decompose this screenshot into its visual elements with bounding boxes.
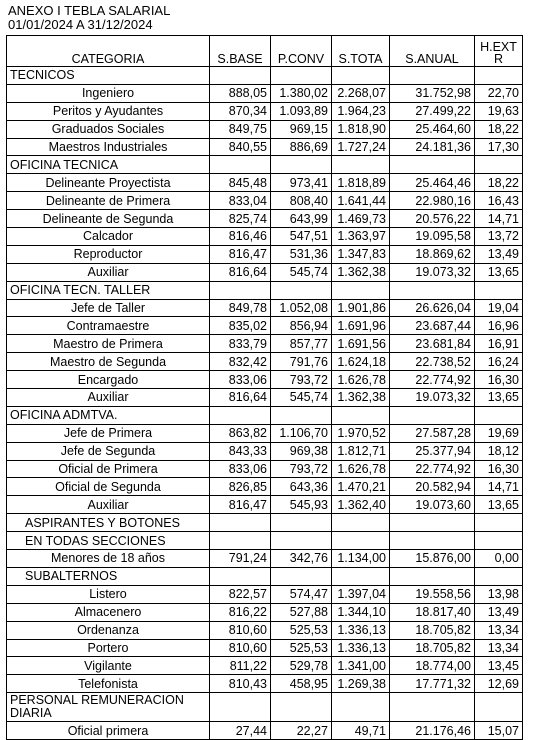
hextr-cell: 16,30 [475, 460, 523, 478]
category-cell: Portero [7, 639, 210, 657]
empty-cell [332, 281, 390, 299]
table-row [7, 603, 523, 621]
sanual-cell: 25.377,94 [390, 442, 475, 460]
empty-cell [390, 156, 475, 174]
empty-cell [332, 693, 390, 722]
section-row [7, 567, 523, 585]
col-header-pconv: P.CONV [271, 36, 332, 67]
sbase-cell: 833,79 [210, 335, 271, 353]
category-cell: Menores de 18 años [7, 550, 210, 568]
category-cell: Almacenero [7, 603, 210, 621]
sbase-cell: 840,55 [210, 138, 271, 156]
document-title: ANEXO I TEBLA SALARIAL [8, 3, 171, 18]
sanual-cell: 18.869,62 [390, 245, 475, 263]
stota-cell: 1.336,13 [332, 639, 390, 657]
document-header [8, 4, 170, 32]
pconv-cell: 545,74 [271, 389, 332, 407]
pconv-cell: 969,15 [271, 120, 332, 138]
sbase-cell: 832,42 [210, 353, 271, 371]
stota-cell: 1.469,73 [332, 210, 390, 228]
sbase-cell: 833,06 [210, 460, 271, 478]
hextr-cell: 13,45 [475, 657, 523, 675]
hextr-cell: 14,71 [475, 210, 523, 228]
stota-cell: 1.970,52 [332, 424, 390, 442]
empty-cell [475, 693, 523, 722]
empty-cell [271, 693, 332, 722]
hextr-cell: 13,49 [475, 603, 523, 621]
category-cell: Auxiliar [7, 263, 210, 281]
category-cell: Maestros Industriales [7, 138, 210, 156]
empty-cell [271, 514, 332, 532]
category-cell: Oficial primera [7, 722, 210, 740]
stota-cell: 1.964,23 [332, 102, 390, 120]
category-cell: Jefe de Taller [7, 299, 210, 317]
empty-cell [390, 406, 475, 424]
sanual-cell: 22.738,52 [390, 353, 475, 371]
sanual-cell: 18.774,00 [390, 657, 475, 675]
sbase-cell: 833,06 [210, 371, 271, 389]
empty-cell [390, 567, 475, 585]
empty-cell [332, 532, 390, 550]
section-label: OFICINA TECNICA [7, 156, 210, 174]
sanual-cell: 25.464,60 [390, 120, 475, 138]
hextr-cell: 13,65 [475, 496, 523, 514]
hextr-cell: 13,98 [475, 585, 523, 603]
table-row [7, 722, 523, 740]
category-cell: Ingeniero [7, 84, 210, 102]
sbase-cell: 849,78 [210, 299, 271, 317]
stota-cell: 1.362,38 [332, 263, 390, 281]
hextr-cell: 13,65 [475, 263, 523, 281]
sanual-cell: 19.558,56 [390, 585, 475, 603]
stota-cell: 1.818,90 [332, 120, 390, 138]
category-cell: Telefonista [7, 675, 210, 693]
category-cell: Calcador [7, 228, 210, 246]
sanual-cell: 18.705,82 [390, 639, 475, 657]
hextr-cell: 18,22 [475, 120, 523, 138]
hextr-cell: 18,22 [475, 174, 523, 192]
section-label: PERSONAL REMUNERACION DIARIA [7, 693, 210, 722]
empty-cell [332, 567, 390, 585]
stota-cell: 1.691,96 [332, 317, 390, 335]
empty-cell [210, 693, 271, 722]
table-row [7, 192, 523, 210]
sanual-cell: 23.687,44 [390, 317, 475, 335]
sanual-cell: 19.073,32 [390, 389, 475, 407]
empty-cell [271, 567, 332, 585]
hextr-cell: 16,43 [475, 192, 523, 210]
sbase-cell: 835,02 [210, 317, 271, 335]
section-row [7, 693, 523, 722]
empty-cell [271, 67, 332, 85]
sanual-cell: 22.774,92 [390, 371, 475, 389]
hextr-cell: 17,30 [475, 138, 523, 156]
pconv-cell: 969,38 [271, 442, 332, 460]
empty-cell [390, 514, 475, 532]
pconv-cell: 525,53 [271, 639, 332, 657]
col-header-sbase: S.BASE [210, 36, 271, 67]
stota-cell: 49,71 [332, 722, 390, 740]
pconv-cell: 547,51 [271, 228, 332, 246]
sanual-cell: 23.681,84 [390, 335, 475, 353]
pconv-cell: 574,47 [271, 585, 332, 603]
empty-cell [390, 67, 475, 85]
stota-cell: 1.812,71 [332, 442, 390, 460]
empty-cell [390, 532, 475, 550]
table-row [7, 424, 523, 442]
sbase-cell: 843,33 [210, 442, 271, 460]
pconv-cell: 857,77 [271, 335, 332, 353]
empty-cell [475, 406, 523, 424]
sanual-cell: 27.499,22 [390, 102, 475, 120]
sbase-cell: 825,74 [210, 210, 271, 228]
hextr-cell: 16,96 [475, 317, 523, 335]
pconv-cell: 529,78 [271, 657, 332, 675]
empty-cell [210, 567, 271, 585]
table-row [7, 353, 523, 371]
table-row [7, 102, 523, 120]
table-row [7, 299, 523, 317]
sanual-cell: 19.073,32 [390, 263, 475, 281]
col-header-hextr: H.EXT R [475, 36, 523, 67]
table-row [7, 317, 523, 335]
stota-cell: 1.269,38 [332, 675, 390, 693]
hextr-cell: 19,04 [475, 299, 523, 317]
section-row [7, 514, 523, 532]
pconv-cell: 531,36 [271, 245, 332, 263]
category-cell: Maestro de Primera [7, 335, 210, 353]
sanual-cell: 27.587,28 [390, 424, 475, 442]
pconv-cell: 1.052,08 [271, 299, 332, 317]
sanual-cell: 21.176,46 [390, 722, 475, 740]
stota-cell: 1.347,83 [332, 245, 390, 263]
table-row [7, 228, 523, 246]
pconv-cell: 1.093,89 [271, 102, 332, 120]
sbase-cell: 810,60 [210, 621, 271, 639]
category-cell: Listero [7, 585, 210, 603]
table-row [7, 460, 523, 478]
category-cell: Maestro de Segunda [7, 353, 210, 371]
section-row [7, 156, 523, 174]
empty-cell [210, 514, 271, 532]
sbase-cell: 810,60 [210, 639, 271, 657]
section-label: OFICINA ADMTVA. [7, 406, 210, 424]
sbase-cell: 811,22 [210, 657, 271, 675]
sanual-cell: 15.876,00 [390, 550, 475, 568]
pconv-cell: 545,74 [271, 263, 332, 281]
table-row [7, 84, 523, 102]
section-label: TECNICOS [7, 67, 210, 85]
pconv-cell: 342,76 [271, 550, 332, 568]
stota-cell: 1.470,21 [332, 478, 390, 496]
pconv-cell: 808,40 [271, 192, 332, 210]
hextr-cell: 16,91 [475, 335, 523, 353]
hextr-cell: 13,34 [475, 621, 523, 639]
section-row [7, 281, 523, 299]
empty-cell [210, 532, 271, 550]
sbase-cell: 816,22 [210, 603, 271, 621]
pconv-cell: 793,72 [271, 460, 332, 478]
section-label: ASPIRANTES Y BOTONES [7, 514, 210, 532]
category-cell: Graduados Sociales [7, 120, 210, 138]
section-label: SUBALTERNOS [7, 567, 210, 585]
pconv-cell: 525,53 [271, 621, 332, 639]
empty-cell [271, 532, 332, 550]
category-cell: Jefe de Segunda [7, 442, 210, 460]
category-cell: Oficial de Segunda [7, 478, 210, 496]
sbase-cell: 816,64 [210, 389, 271, 407]
category-cell: Delineante de Primera [7, 192, 210, 210]
empty-cell [390, 693, 475, 722]
stota-cell: 1.626,78 [332, 371, 390, 389]
hextr-cell: 15,07 [475, 722, 523, 740]
table-row [7, 263, 523, 281]
table-row [7, 675, 523, 693]
pconv-cell: 527,88 [271, 603, 332, 621]
sbase-cell: 816,47 [210, 245, 271, 263]
stota-cell: 1.362,40 [332, 496, 390, 514]
sbase-cell: 888,05 [210, 84, 271, 102]
table-row [7, 138, 523, 156]
empty-cell [332, 156, 390, 174]
table-row [7, 550, 523, 568]
empty-cell [475, 156, 523, 174]
pconv-cell: 791,76 [271, 353, 332, 371]
pconv-cell: 643,99 [271, 210, 332, 228]
empty-cell [332, 67, 390, 85]
stota-cell: 1.134,00 [332, 550, 390, 568]
sbase-cell: 27,44 [210, 722, 271, 740]
hextr-cell: 22,70 [475, 84, 523, 102]
sanual-cell: 25.464,46 [390, 174, 475, 192]
hextr-cell: 12,69 [475, 675, 523, 693]
pconv-cell: 973,41 [271, 174, 332, 192]
pconv-cell: 886,69 [271, 138, 332, 156]
table-row [7, 585, 523, 603]
sanual-cell: 24.181,36 [390, 138, 475, 156]
pconv-cell: 1.106,70 [271, 424, 332, 442]
table-row [7, 478, 523, 496]
sanual-cell: 31.752,98 [390, 84, 475, 102]
col-header-stota: S.TOTA [332, 36, 390, 67]
category-cell: Oficial de Primera [7, 460, 210, 478]
pconv-cell: 1.380,02 [271, 84, 332, 102]
empty-cell [475, 532, 523, 550]
sbase-cell: 791,24 [210, 550, 271, 568]
empty-cell [210, 67, 271, 85]
hextr-cell: 16,24 [475, 353, 523, 371]
sbase-cell: 833,04 [210, 192, 271, 210]
table-row [7, 335, 523, 353]
pconv-cell: 643,36 [271, 478, 332, 496]
empty-cell [475, 281, 523, 299]
hextr-cell: 19,63 [475, 102, 523, 120]
category-cell: Delineante de Segunda [7, 210, 210, 228]
table-row [7, 210, 523, 228]
table-row [7, 245, 523, 263]
pconv-cell: 458,95 [271, 675, 332, 693]
stota-cell: 1.818,89 [332, 174, 390, 192]
document-period: 01/01/2024 A 31/12/2024 [8, 17, 153, 32]
sanual-cell: 22.774,92 [390, 460, 475, 478]
sanual-cell: 20.582,94 [390, 478, 475, 496]
stota-cell: 1.641,44 [332, 192, 390, 210]
empty-cell [271, 156, 332, 174]
category-cell: Vigilante [7, 657, 210, 675]
section-label: OFICINA TECN. TALLER [7, 281, 210, 299]
sbase-cell: 863,82 [210, 424, 271, 442]
sbase-cell: 845,48 [210, 174, 271, 192]
empty-cell [210, 156, 271, 174]
stota-cell: 1.363,97 [332, 228, 390, 246]
empty-cell [475, 567, 523, 585]
col-header-categoria: CATEGORIA [7, 36, 210, 67]
sbase-cell: 849,75 [210, 120, 271, 138]
category-cell: Auxiliar [7, 496, 210, 514]
empty-cell [332, 514, 390, 532]
hextr-cell: 13,49 [475, 245, 523, 263]
hextr-cell: 14,71 [475, 478, 523, 496]
empty-cell [390, 281, 475, 299]
stota-cell: 2.268,07 [332, 84, 390, 102]
category-cell: Ordenanza [7, 621, 210, 639]
sanual-cell: 18.817,40 [390, 603, 475, 621]
sanual-cell: 19.095,58 [390, 228, 475, 246]
table-row [7, 174, 523, 192]
table-row [7, 639, 523, 657]
category-cell: Peritos y Ayudantes [7, 102, 210, 120]
sbase-cell: 810,43 [210, 675, 271, 693]
hextr-cell: 18,12 [475, 442, 523, 460]
table-row [7, 389, 523, 407]
hextr-cell: 13,72 [475, 228, 523, 246]
stota-cell: 1.344,10 [332, 603, 390, 621]
sanual-cell: 19.073,60 [390, 496, 475, 514]
stota-cell: 1.901,86 [332, 299, 390, 317]
sbase-cell: 816,64 [210, 263, 271, 281]
hextr-cell: 13,34 [475, 639, 523, 657]
hextr-cell: 19,69 [475, 424, 523, 442]
sanual-cell: 22.980,16 [390, 192, 475, 210]
category-cell: Delineante Proyectista [7, 174, 210, 192]
table-row [7, 621, 523, 639]
category-cell: Reproductor [7, 245, 210, 263]
stota-cell: 1.397,04 [332, 585, 390, 603]
col-header-sanual: S.ANUAL [390, 36, 475, 67]
empty-cell [475, 67, 523, 85]
section-row [7, 532, 523, 550]
section-row [7, 67, 523, 85]
stota-cell: 1.341,00 [332, 657, 390, 675]
pconv-cell: 545,93 [271, 496, 332, 514]
empty-cell [271, 406, 332, 424]
sbase-cell: 822,57 [210, 585, 271, 603]
sanual-cell: 18.705,82 [390, 621, 475, 639]
pconv-cell: 856,94 [271, 317, 332, 335]
sbase-cell: 826,85 [210, 478, 271, 496]
empty-cell [210, 281, 271, 299]
stota-cell: 1.624,18 [332, 353, 390, 371]
section-label: EN TODAS SECCIONES [7, 532, 210, 550]
salary-table [6, 35, 523, 740]
stota-cell: 1.362,38 [332, 389, 390, 407]
table-body [7, 67, 523, 740]
hextr-cell: 0,00 [475, 550, 523, 568]
empty-cell [475, 514, 523, 532]
category-cell: Encargado [7, 371, 210, 389]
table-row [7, 120, 523, 138]
stota-cell: 1.691,56 [332, 335, 390, 353]
empty-cell [210, 406, 271, 424]
category-cell: Auxiliar [7, 389, 210, 407]
pconv-cell: 793,72 [271, 371, 332, 389]
sbase-cell: 870,34 [210, 102, 271, 120]
stota-cell: 1.727,24 [332, 138, 390, 156]
sanual-cell: 20.576,22 [390, 210, 475, 228]
table-row [7, 442, 523, 460]
table-header-row [7, 36, 523, 67]
hextr-cell: 13,65 [475, 389, 523, 407]
table-row [7, 657, 523, 675]
empty-cell [271, 281, 332, 299]
empty-cell [332, 406, 390, 424]
pconv-cell: 22,27 [271, 722, 332, 740]
category-cell: Jefe de Primera [7, 424, 210, 442]
stota-cell: 1.336,13 [332, 621, 390, 639]
sbase-cell: 816,47 [210, 496, 271, 514]
sbase-cell: 816,46 [210, 228, 271, 246]
table-row [7, 496, 523, 514]
sanual-cell: 17.771,32 [390, 675, 475, 693]
section-row [7, 406, 523, 424]
sanual-cell: 26.626,04 [390, 299, 475, 317]
category-cell: Contramaestre [7, 317, 210, 335]
hextr-cell: 16,30 [475, 371, 523, 389]
stota-cell: 1.626,78 [332, 460, 390, 478]
table-row [7, 371, 523, 389]
